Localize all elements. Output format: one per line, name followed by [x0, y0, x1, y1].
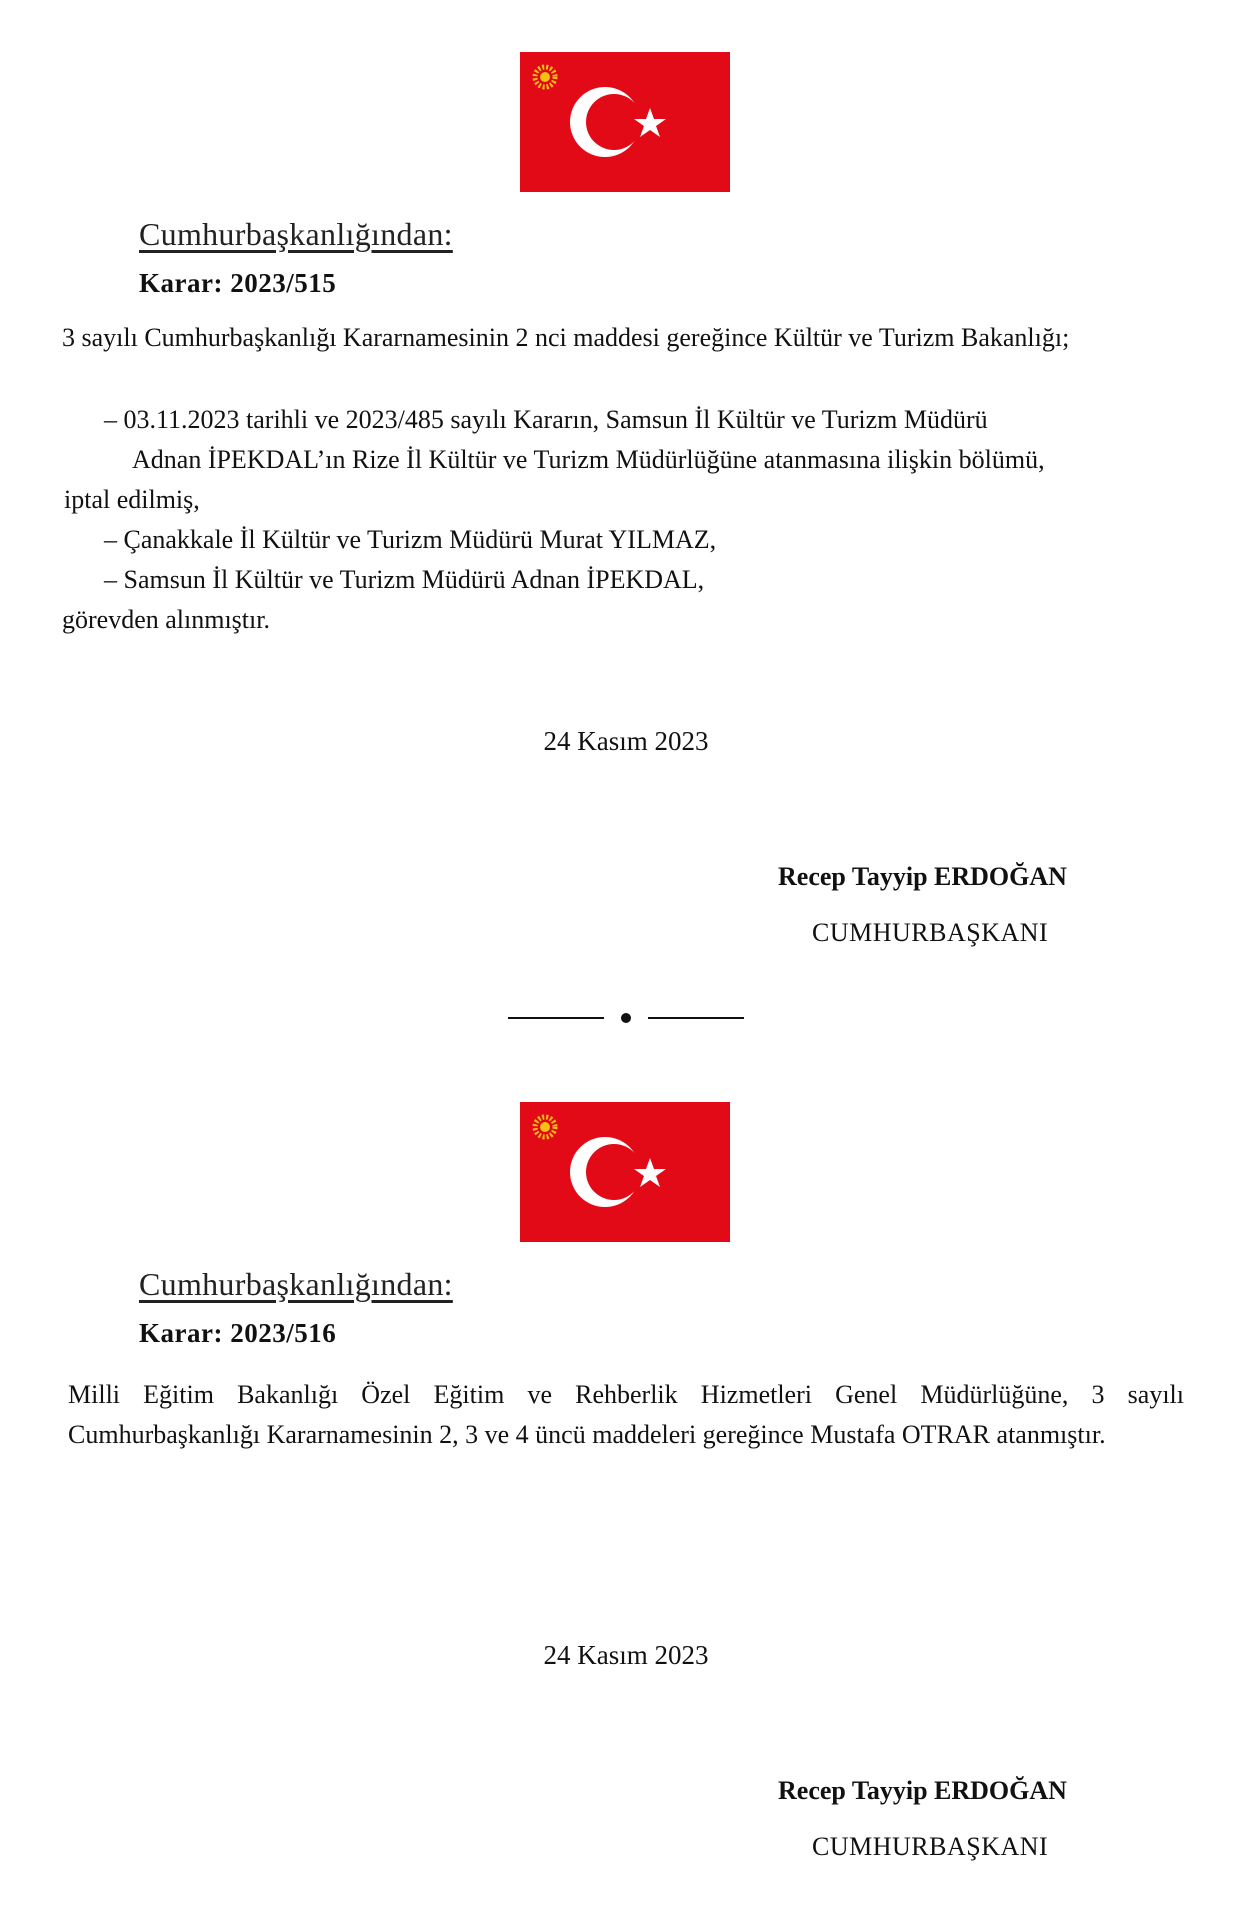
- karar-number: 2023/515: [230, 268, 337, 298]
- list-item-1-line-2: Adnan İPEKDAL’ın Rize İl Kültür ve Turizm Müdürlüğüne atanmasına ilişkin bölümü,: [132, 445, 1045, 474]
- karar-label: Karar:: [139, 1318, 223, 1348]
- presidential-flag-icon: [520, 1102, 730, 1242]
- decision-date: 24 Kasım 2023: [543, 1640, 709, 1670]
- list-item-3: – Samsun İl Kültür ve Turizm Müdürü Adnan İPEKDAL,: [104, 565, 705, 594]
- list-item-1-line-1: – 03.11.2023 tarihli ve 2023/485 sayılı Kararın, Samsun İl Kültür ve Turizm Müdürü: [104, 405, 988, 434]
- decision-number: [139, 1318, 336, 1349]
- list-item-1-tail: iptal edilmiş,: [64, 485, 200, 514]
- decision-heading: Cumhurbaşkanlığından:: [139, 1266, 453, 1302]
- decision-closing: görevden alınmıştır.: [62, 605, 270, 634]
- signer-name: Recep Tayyip ERDOĞAN: [778, 862, 1067, 891]
- presidential-flag-icon: [520, 52, 730, 192]
- list-item-2: – Çanakkale İl Kültür ve Turizm Müdürü Murat YILMAZ,: [104, 525, 717, 554]
- bullet-separator-icon: [508, 1008, 744, 1028]
- decision-date: 24 Kasım 2023: [543, 726, 709, 756]
- karar-number: 2023/516: [230, 1318, 337, 1348]
- decision-heading: Cumhurbaşkanlığından:: [139, 216, 453, 252]
- karar-label: Karar:: [139, 268, 223, 298]
- decision-body: Milli Eğitim Bakanlığı Özel Eğitim ve Rehberlik Hizmetleri Genel Müdürlüğüne, 3 sayılı Cumhurbaşkanlığı Kararnamesinin 2, 3 ve 4 üncü maddeleri gereğince Mustafa OTRAR atanmıştır.: [68, 1380, 1184, 1449]
- decision-number: [139, 268, 336, 299]
- decision-intro: 3 sayılı Cumhurbaşkanlığı Kararnamesinin 2 nci maddesi gereğince Kültür ve Turizm Bakanlığı;: [62, 323, 1070, 352]
- signer-title: CUMHURBAŞKANI: [812, 918, 1049, 947]
- signer-title: CUMHURBAŞKANI: [812, 1832, 1049, 1861]
- signer-name: Recep Tayyip ERDOĞAN: [778, 1776, 1067, 1805]
